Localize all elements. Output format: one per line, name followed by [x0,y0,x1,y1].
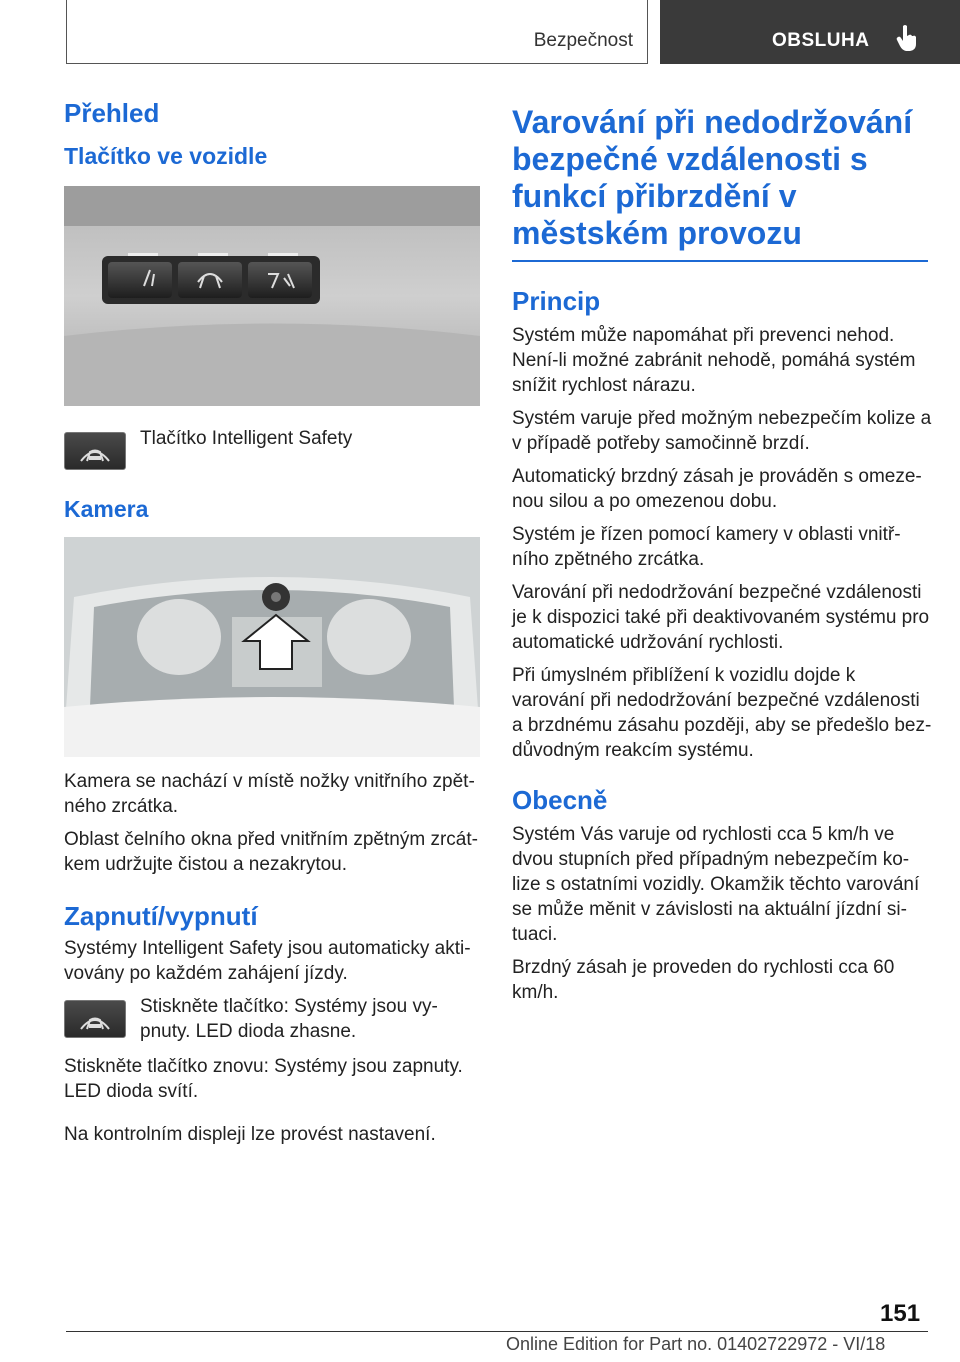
heading-overview: Přehled [64,98,160,128]
principle-paragraph-1: Systém může napomáhat při prevenci nehod. Není-li možné zabránit nehodě, pomáhá systém snížit rychlost nárazu. [512,325,916,396]
page-number: 151 [880,1300,921,1327]
header-section-title: Bezpečnost [533,30,633,51]
heading-general: Obecně [512,785,608,815]
header-chapter-tab[interactable] [660,0,960,64]
heading-on-off: Zapnutí/vypnutí [64,901,258,931]
principle-paragraph-5: Varování při nedodržování bezpečné vzdálenosti je k dispozici také při deaktivovaném systému pro automatické udržování rychlosti. [512,582,930,653]
header-chapter-label: OBSLUHA [772,30,870,51]
intelligent-safety-button-icon-2 [64,1000,126,1038]
general-paragraph-2: Brzdný zásah je proveden do rychlosti cca 60 km/h. [512,957,895,1003]
on-off-paragraph-2: Stiskněte tlačítko znovu: Systémy jsou zapnuty. LED dioda svítí. [64,1056,463,1102]
footer-rule [66,1331,928,1332]
heading-principle: Princip [512,286,601,316]
photo-safety-buttons [64,186,480,406]
principle-paragraph-2: Systém varuje před možným nebezpečím kolize a v případě potřeby samočinně brzdí. [512,408,932,454]
photo-camera-windshield [64,537,480,757]
on-off-paragraph-3: Na kontrolním displeji lze provést nastavení. [64,1124,436,1145]
intelligent-safety-button-icon [64,432,126,470]
header-section-box [66,0,648,64]
principle-paragraph-6: Při úmyslném přiblížení k vozidlu dojde k varování při nedodržování bezpečné vzdálenosti a brzdnému zásahu později, aby se předešlo bez‐ důvodným reakcím systému. [512,665,932,761]
heading-distance-warning: Varování při nedodržování bezpečné vzdálenosti s funkcí přibrzdění v městském provozu [512,104,913,251]
button-caption: Tlačítko Intelligent Safety [140,428,353,449]
footer-edition: Online Edition for Part no. 01402722972 - VI/18 [506,1334,886,1354]
heading-button-in-vehicle: Tlačítko ve vozidle [64,143,268,169]
general-paragraph-1: Systém Vás varuje od rychlosti cca 5 km/h ve dvou stupních před případným nebezpečím ko‐ lize s ostatními vozidly. Okamžik těchto varování se může měnit v závislosti na aktuální jízdní si‐ tuaci. [512,824,920,945]
camera-paragraph-1: Kamera se nachází v místě nožky vnitřního zpět‐ ného zrcátka. [64,771,475,817]
heading-camera: Kamera [64,496,149,522]
on-off-icon-text: Stiskněte tlačítko: Systémy jsou vy‐ pnuty. LED dioda zhasne. [140,996,438,1042]
principle-paragraph-3: Automatický brzdný zásah je prováděn s omeze‐ nou silou a po omezenou dobu. [512,466,922,512]
on-off-paragraph-1: Systémy Intelligent Safety jsou automaticky akti‐ vovány po každém zahájení jízdy. [64,938,471,984]
pointing-hand-icon [896,24,918,52]
heading-rule [512,260,928,262]
camera-paragraph-2: Oblast čelního okna před vnitřním zpětným zrcát‐ kem udržujte čistou a nezakrytou. [64,829,478,875]
principle-paragraph-4: Systém je řízen pomocí kamery v oblasti vnitř‐ ního zpětného zrcátka. [512,524,901,570]
